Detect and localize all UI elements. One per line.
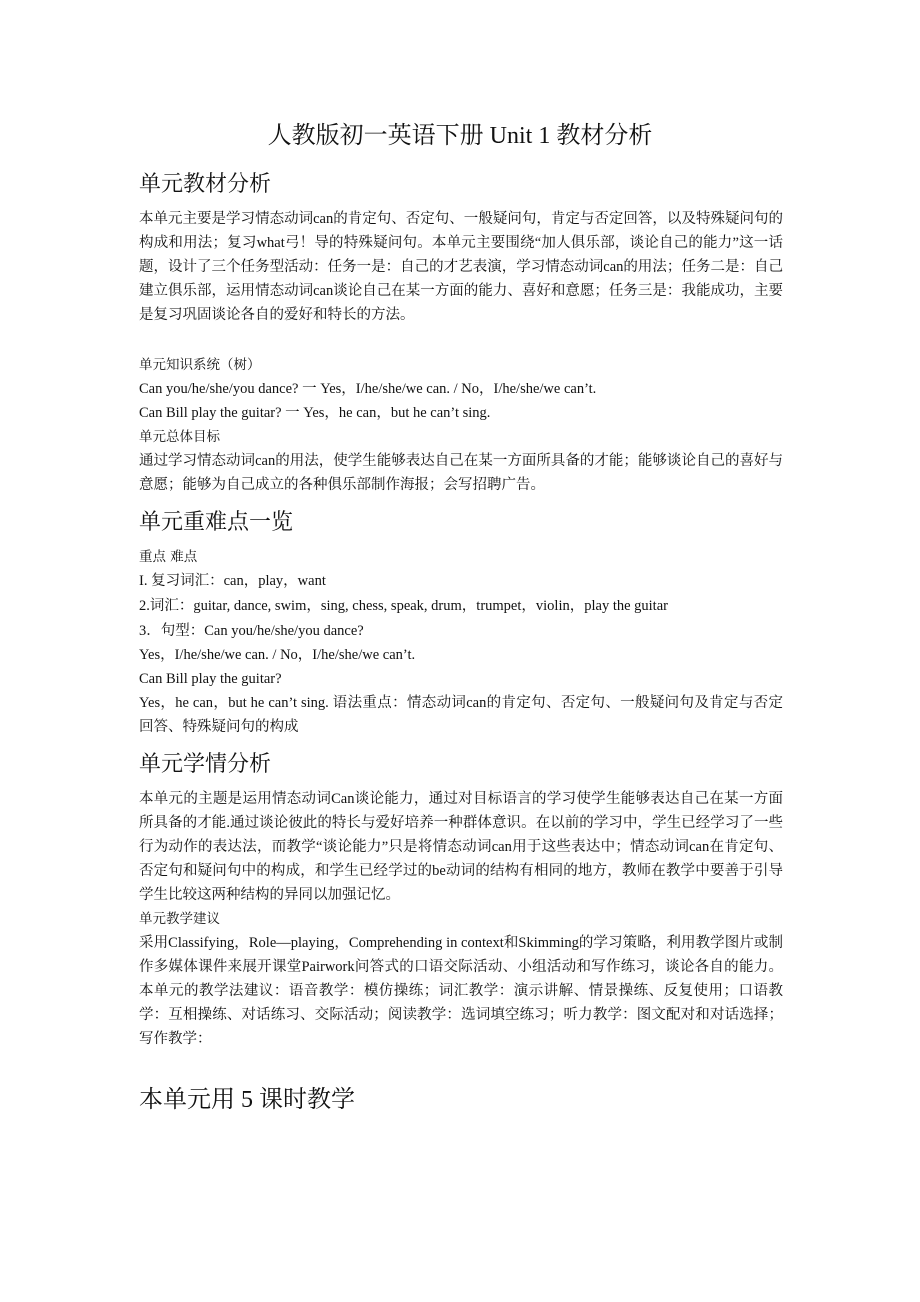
label-knowledge-system: 单元知识系统（树） [139,357,261,373]
heading-key-points: 单元重难点一览 [139,509,294,534]
label-overall-goal: 单元总体目标 [139,429,220,445]
paragraph-teaching-suggestion: 采用Classifying，Role—playing，Comprehending in context和Skimming的学习策略，利用教学图片或制作多媒体课件来展开课堂Pairwork问答式的口语交际活动、小组活动和写作练习，谈论各自的能力。本单元的教学法建议：语音教学：模仿操练；词汇教学：演示讲解、情景操练、反复使用；口语教学：互相操练、对话练习、交际活动；阅读教学：选词填空练习；听力教学：图文配对和对话选择；写作教学： [139,935,783,1047]
heading-unit-analysis: 单元教材分析 [139,171,272,196]
keypoint-line-5: Can Bill play the guitar? [139,671,282,687]
document-title: 人教版初一英语下册 Unit 1 教材分析 [267,123,653,149]
keypoint-paragraph-6: Yes，he can，but he can’t sing. 语法重点：情态动词can的肯定句、否定句、一般疑问句及肯定与否定回答、特殊疑问句的构成 [139,695,783,735]
label-teaching-suggestion: 单元教学建议 [139,911,220,927]
paragraph-overall-goal: 通过学习情态动词can的用法，使学生能够表达自己在某一方面所具备的才能；能够谈论自己的喜好与意愿；能够为自己成立的各种俱乐部制作海报；会写招聘广告。 [139,453,783,493]
keypoint-line-2: 2.词汇：guitar, dance, swim，sing, chess, speak, drum，trumpet，violin，play the guitar [139,598,668,614]
paragraph-unit-analysis: 本单元主要是学习情态动词can的肯定句、否定句、一般疑问句，肯定与否定回答，以及特殊疑问句的构成和用法；复习what弓！导的特殊疑问句。本单元主要围绕“加人俱乐部，谈论自己的能力”这一话题，设计了三个任务型活动：任务一是：自己的才艺表演，学习情态动词can的用法；任务二是：自己建立俱乐部，运用情态动词can谈论自己在某一方面的能力、喜好和意愿；任务三是：我能成功，主要是复习巩固谈论各自的爱好和特长的方法。 [139,211,783,323]
keypoint-line-4: Yes，I/he/she/we can. / No，I/he/she/we can’t. [139,647,416,663]
paragraph-student-analysis: 本单元的主题是运用情态动词Can谈论能力，通过对目标语言的学习使学生能够表达自己在某一方面所具备的才能.通过谈论彼此的特长与爱好培养一种群体意识。在以前的学习中，学生已经学习了一些行为动作的表达法，而教学“谈论能力”只是将情态动词can用于这些表达中；情态动词can在肯定句、否定句和疑问句中的构成，和学生已经学过的be动词的结构有相同的地方，教师在教学中要善于引导学生比较这两种结构的异同以加强记忆。 [139,791,783,903]
heading-student-analysis: 单元学情分析 [139,751,272,776]
knowledge-line-2: Can Bill play the guitar? 一 Yes，he can，but he can’t sing. [139,405,491,421]
label-key-difficult: 重点 难点 [139,549,198,565]
keypoint-line-1: I. 复习词汇：can，play，want [139,573,326,589]
heading-lesson-count: 本单元用 5 课时教学 [139,1087,355,1113]
keypoint-line-3: 3．句型：Can you/he/she/you dance? [139,623,364,639]
knowledge-line-1: Can you/he/she/you dance? 一 Yes，I/he/she/we can. / No，I/he/she/we can’t. [139,381,597,397]
